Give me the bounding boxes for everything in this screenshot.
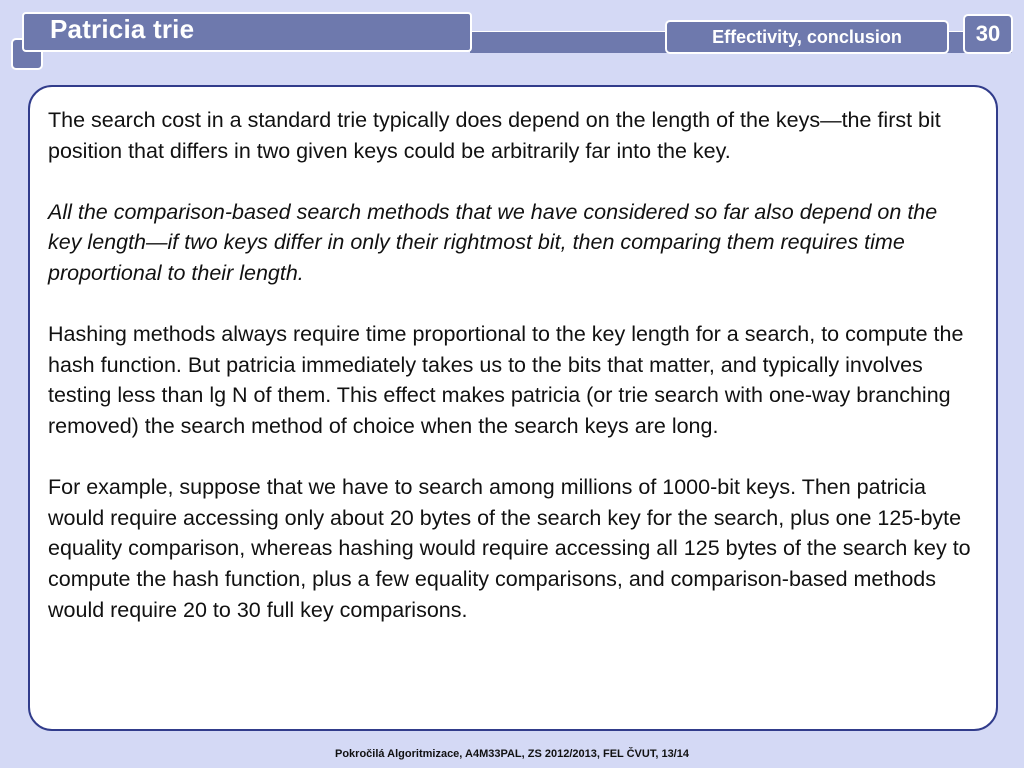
footer-text: Pokročilá Algoritmizace, A4M33PAL, ZS 2012/2013, FEL ČVUT, 13/14 — [335, 748, 689, 760]
slide-title: Patricia trie — [50, 14, 195, 44]
content-panel — [28, 85, 998, 731]
paragraph-comparison-methods: All the comparison-based search methods that we have considered so far also depend on the key length—if two keys differ in only their rightmost bit, then comparing them requires time proportional to their length. — [48, 199, 938, 285]
paragraph-example: For example, suppose that we have to search among millions of 1000-bit keys. Then patricia would require accessing only about 20 bytes of the search key for the search, plus one 125-byte equality comparison, whereas hashing would require accessing all 125 bytes of the search key to compute the hash function, plus a few equality comparisons, and comparison-based methods would require 20 to 30 full key comparisons. — [48, 475, 971, 622]
page-number: 30 — [963, 14, 1013, 54]
section-label: Effectivity, conclusion — [665, 20, 949, 54]
paragraph-standard-trie: The search cost in a standard trie typically does depend on the length of the keys—the first bit position that differs in two given keys could be arbitrarily far into the key. — [48, 108, 941, 163]
paragraph-hashing: Hashing methods always require time proportional to the key length for a search, to compute the hash function. But patricia immediately takes us to the bits that matter, and typically involves testing less than lg N of them. This effect makes patricia (or trie search with one-way branching removed) the search method of choice when the search keys are long. — [48, 322, 964, 438]
